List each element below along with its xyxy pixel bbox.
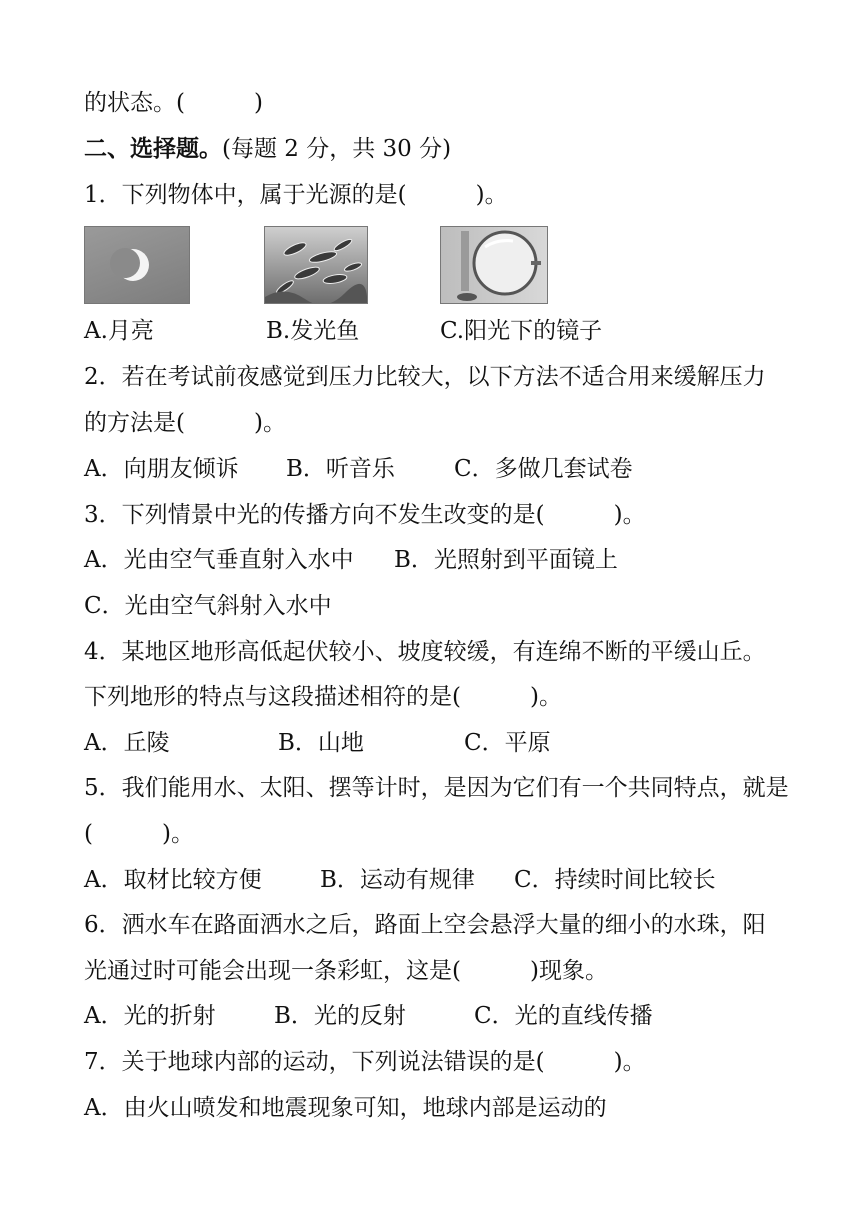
option-4a: A．丘陵 xyxy=(84,730,170,756)
question-4-line-1: 4．某地区地形高低起伏较小、坡度较缓，有连绵不断的平缓山丘。 xyxy=(84,639,766,665)
question-2-line-1: 2．若在考试前夜感觉到压力比较大，以下方法不适合用来缓解压力 xyxy=(84,364,766,390)
section-note: (每题 2 分，共 30 分) xyxy=(222,136,452,162)
option-1b: B.发光鱼 xyxy=(266,318,360,344)
question-6-line-1: 6．洒水车在路面洒水之后，路面上空会悬浮大量的细小的水珠，阳 xyxy=(84,912,766,938)
option-6b: B．光的反射 xyxy=(274,1003,406,1029)
option-5a: A．取材比较方便 xyxy=(84,867,262,893)
option-2b: B．听音乐 xyxy=(286,456,395,482)
option-2a: A．向朋友倾诉 xyxy=(84,456,239,482)
option-4c: C．平原 xyxy=(464,730,551,756)
previous-question-tail: 的状态。( ) xyxy=(84,90,263,116)
option-3b: B．光照射到平面镜上 xyxy=(394,547,618,573)
option-2c: C．多做几套试卷 xyxy=(454,456,633,482)
option-3a: A．光由空气垂直射入水中 xyxy=(84,547,354,573)
section-title: 二、选择题。 xyxy=(84,135,222,162)
option-6a: A．光的折射 xyxy=(84,1003,216,1029)
question-2-line-2: 的方法是( )。 xyxy=(84,410,286,436)
question-1: 1．下列物体中，属于光源的是( )。 xyxy=(84,182,508,208)
option-5b: B．运动有规律 xyxy=(320,867,475,893)
option-1a: A.月亮 xyxy=(84,318,154,344)
option-4b: B．山地 xyxy=(278,730,364,756)
question-3: 3．下列情景中光的传播方向不发生改变的是( )。 xyxy=(84,502,646,528)
question-4-line-2: 下列地形的特点与这段描述相符的是( )。 xyxy=(84,684,562,710)
question-7: 7．关于地球内部的运动，下列说法错误的是( )。 xyxy=(84,1049,646,1075)
option-7a: A．由火山喷发和地震现象可知，地球内部是运动的 xyxy=(84,1095,607,1121)
option-3c: C．光由空气斜射入水中 xyxy=(84,593,332,619)
question-6-line-2: 光通过时可能会出现一条彩虹，这是( )现象。 xyxy=(84,958,608,984)
option-1c: C.阳光下的镜子 xyxy=(440,318,603,344)
glowing-fish-image xyxy=(264,226,368,304)
option-6c: C．光的直线传播 xyxy=(474,1003,653,1029)
moon-image xyxy=(84,226,190,304)
question-5-line-1: 5．我们能用水、太阳、摆等计时，是因为它们有一个共同特点，就是 xyxy=(84,775,789,801)
mirror-image xyxy=(440,226,548,304)
question-5-line-2: ( )。 xyxy=(84,821,194,847)
section-heading xyxy=(84,134,451,164)
option-5c: C．持续时间比较长 xyxy=(514,867,716,893)
